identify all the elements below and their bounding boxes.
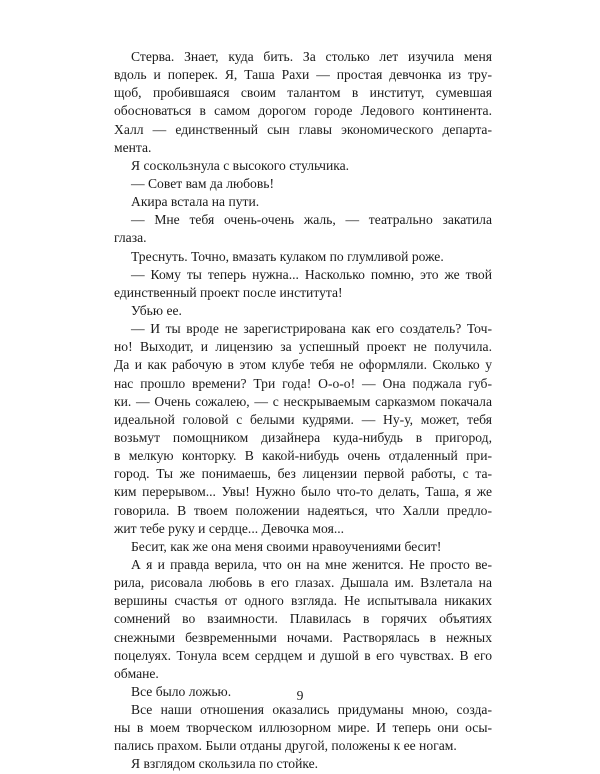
text-line: Халл — единственный сын главы экономического департа- — [114, 121, 492, 137]
text-line: обмане. — [114, 665, 159, 681]
text-line: Все было ложью. — [131, 683, 232, 699]
text-line: Бесит, как же она меня своими нравоучениями бесит! — [131, 538, 442, 554]
text-line: — Мне тебя очень-очень жаль, — театрально закатила — [131, 212, 492, 228]
text-line: — Совет вам да любовь! — [131, 175, 274, 191]
paragraph — [114, 266, 492, 302]
text-line: ки. — Очень сожалею, — с нескрываемым сарказмом покачала — [114, 393, 492, 409]
text-line: Убью ее. — [131, 302, 182, 318]
text-line: сомнений во взаимности. Плавилась в горячих объятиях — [114, 611, 492, 627]
paragraph — [114, 193, 492, 211]
text-line: вдоль и поперек. Я, Таша Рахи — простая девчонка из тру- — [114, 67, 492, 83]
text-line: идеальной головой с белыми кудрями. — Ну-у, может, тебя — [114, 411, 492, 427]
text-line: рила, рисовала любовь в его глазах. Дышала им. Взлетала на — [114, 575, 492, 591]
paragraph — [114, 175, 492, 193]
text-line: глаза. — [114, 230, 147, 246]
text-line: вершины счастья от одного взгляда. Не испытывала никаких — [114, 593, 492, 609]
paragraph — [114, 211, 492, 247]
text-line: поцелуях. Тонула всем сердцем и душой в его чувствах. В его — [114, 647, 492, 663]
text-line: обосноваться в самом дорогом городе Ледового континента. — [114, 103, 492, 119]
text-line: Я взглядом скользила по стойке. — [131, 756, 319, 772]
text-line: — И ты вроде не зарегистрирована как его создатель? Точ- — [131, 321, 492, 337]
text-line: — Кому ты теперь нужна... Насколько помню, это же твой — [131, 266, 492, 282]
paragraph — [114, 48, 492, 157]
paragraph — [114, 248, 492, 266]
paragraph — [114, 157, 492, 175]
text-line: Акира встала на пути. — [131, 194, 260, 210]
paragraph — [114, 556, 492, 683]
text-line: но! Выходит, и лицензию за успешный проект не получила. — [114, 339, 492, 355]
text-line: город. Ты же понимаешь, без лицензии первой работы, с та- — [114, 466, 492, 482]
paragraph — [114, 701, 492, 755]
text-line: говорила. В твоем положении надеяться, что Халли предло- — [114, 502, 492, 518]
text-line: ны в моем творческом иллюзорном мире. И теперь они осы- — [114, 720, 492, 736]
paragraph — [114, 302, 492, 320]
text-line: возьмут помощником дизайнера куда-нибудь в пригород, — [114, 429, 492, 445]
text-line: единственный проект после института! — [114, 284, 343, 300]
text-line: мента. — [114, 139, 152, 155]
text-line: нас прошло времени? Три года! О-о-о! — Она поджала губ- — [114, 375, 492, 391]
text-line: Все наши отношения оказались придуманы мною, созда- — [131, 702, 492, 718]
text-line: пались прахом. Были отданы другой, положены к ее ногам. — [114, 738, 457, 754]
page-number: 9 — [296, 688, 304, 703]
text-line: Я соскользнула с высокого стульчика. — [131, 157, 350, 173]
paragraph — [114, 538, 492, 556]
text-line: ким перерывом... Увы! Нужно было что-то делать, Таша, я же — [114, 484, 492, 500]
text-line: щоб, пробившаяся своим талантом в институт, сумевшая — [114, 85, 492, 101]
text-line: снежными безвременными ночами. Растворялась в нежных — [114, 629, 492, 645]
body-text — [114, 48, 492, 774]
text-line: жит тебе руку и сердце... Девочка моя... — [114, 520, 345, 536]
paragraph — [114, 320, 492, 538]
text-line: Да и как рабочую в этом клубе тебя не оформляли. Сколько у — [114, 357, 492, 373]
text-line: Треснуть. Точно, вмазать кулаком по глумливой роже. — [131, 248, 444, 264]
text-line: Стерва. Знает, куда бить. За столько лет изучила меня — [131, 49, 492, 64]
text-line: А я и правда верила, что он на мне женится. Не просто ве- — [131, 556, 492, 572]
text-line: в мелкую конторку. В какой-нибудь очень отдаленный при- — [114, 448, 492, 464]
paragraph — [114, 755, 492, 773]
